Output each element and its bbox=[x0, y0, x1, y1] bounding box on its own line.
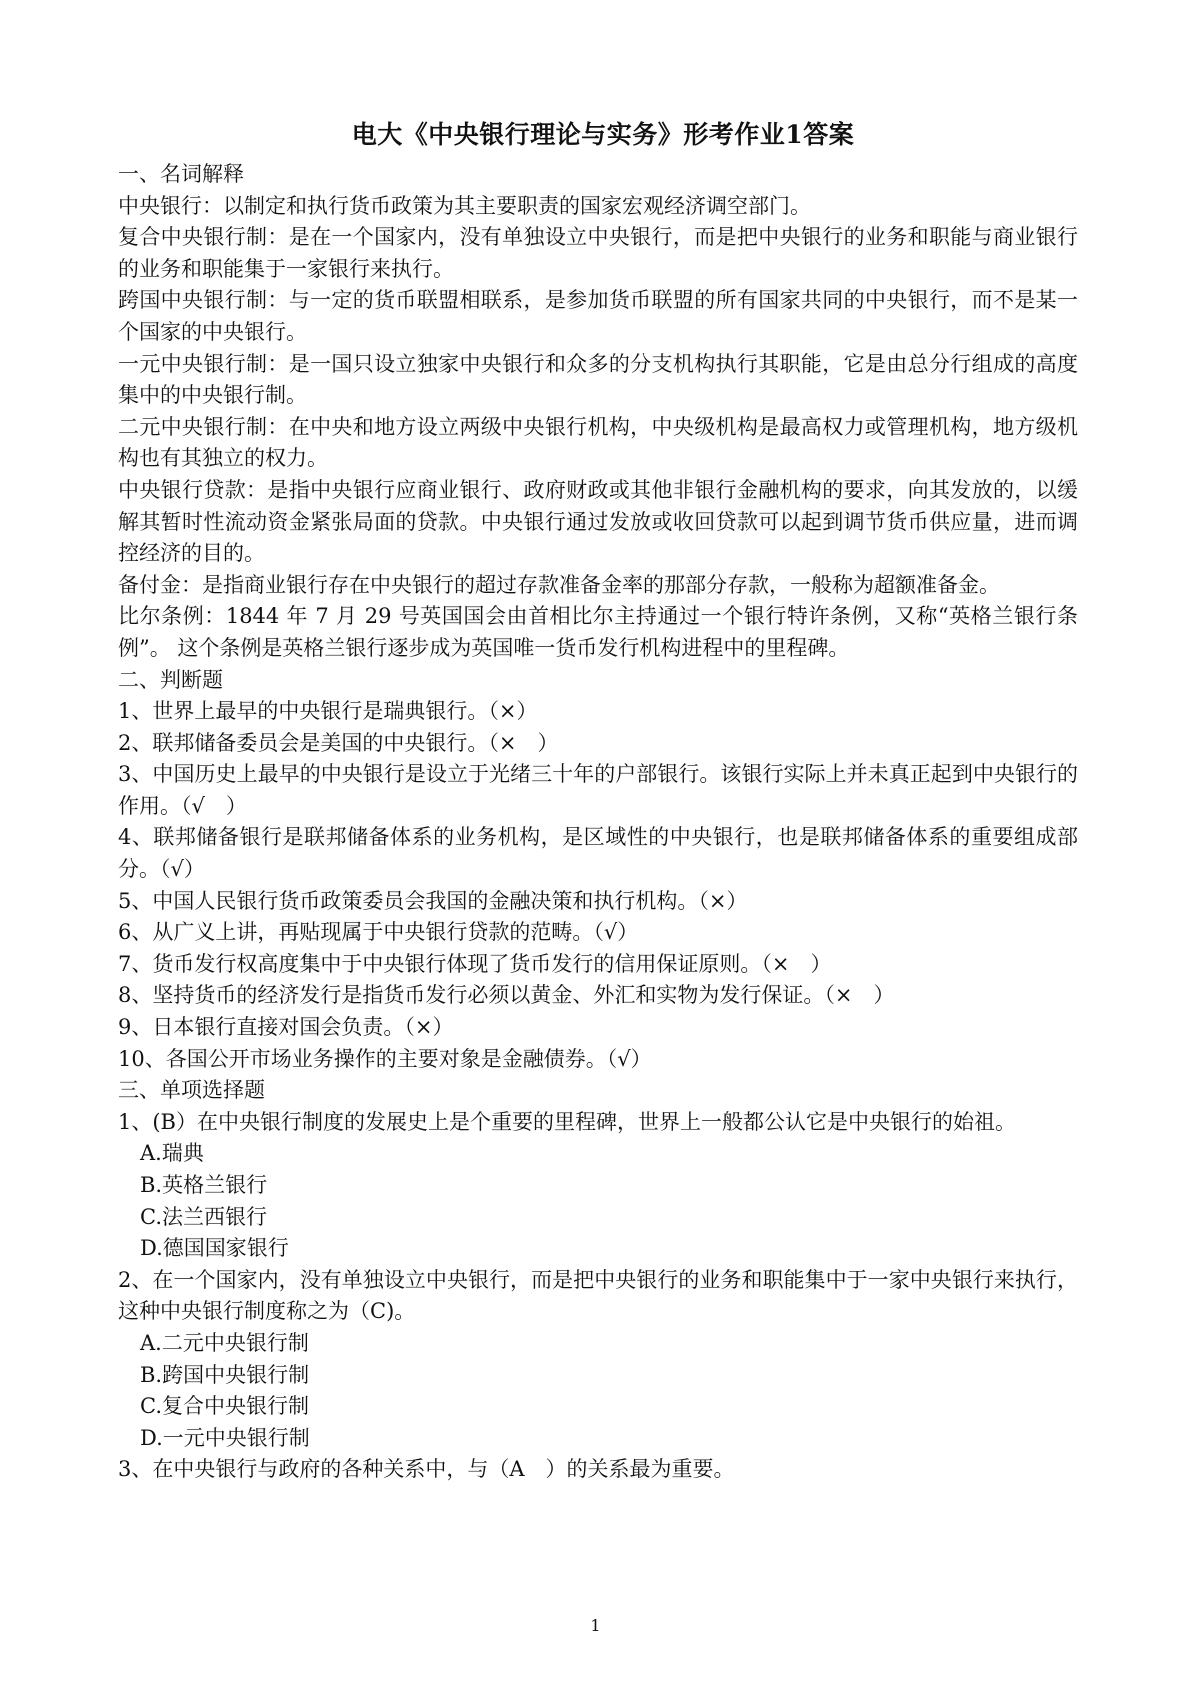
paragraph: 5、中国人民银行货币政策委员会我国的金融决策和执行机构。（×） bbox=[118, 888, 748, 913]
paragraph: 跨国中央银行制：与一定的货币联盟相联系，是参加货币联盟的所有国家共同的中央银行，而不是某一个国家的中央银行。 bbox=[118, 288, 1078, 344]
section-heading: 二、判断题 bbox=[118, 667, 223, 692]
answer-option: A.二元中央银行制 bbox=[140, 1330, 309, 1355]
page-number: 1 bbox=[590, 1616, 601, 1635]
paragraph: 比尔条例：1844 年 7 月 29 号英国国会由首相比尔主持通过一个银行特许条例，又称“英格兰银行条例”。 这个条例是英格兰银行逐步成为英国唯一货币发行机构进程中的里程碑。 bbox=[118, 604, 1078, 660]
paragraph: 4、联邦储备银行是联邦储备体系的业务机构，是区域性的中央银行，也是联邦储备体系的重要组成部分。（√） bbox=[118, 825, 1078, 882]
paragraph: 6、从广义上讲，再贴现属于中央银行贷款的范畴。（√） bbox=[118, 920, 639, 945]
answer-option: A.瑞典 bbox=[140, 1141, 204, 1166]
paragraph: 一元中央银行制：是一国只设立独家中央银行和众多的分支机构执行其职能，它是由总分行组成的高度集中的中央银行制。 bbox=[118, 351, 1078, 408]
paragraph: 中央银行贷款：是指中央银行应商业银行、政府财政或其他非银行金融机构的要求，向其发放的，以缓解其暂时性流动资金紧张局面的贷款。中央银行通过发放或收回贷款可以起到调节货币供应量，进而调控经济的目的。 bbox=[118, 477, 1078, 566]
paragraph: 2、联邦储备委员会是美国的中央银行。（× ） bbox=[118, 730, 559, 755]
paragraph: 7、货币发行权高度集中于中央银行体现了货币发行的信用保证原则。（× ） bbox=[118, 951, 832, 976]
paragraph: 8、坚持货币的经济发行是指货币发行必须以黄金、外汇和实物为发行保证。（× ） bbox=[118, 983, 895, 1008]
paragraph: 备付金：是指商业银行存在中央银行的超过存款准备金率的那部分存款，一般称为超额准备金。 bbox=[118, 572, 1000, 597]
answer-option: B.跨国中央银行制 bbox=[140, 1362, 310, 1387]
document-body bbox=[118, 159, 1078, 1486]
answer-option: D.德国国家银行 bbox=[140, 1236, 289, 1261]
section-heading: 一、名词解释 bbox=[118, 162, 244, 186]
paragraph: 10、各国公开市场业务操作的主要对象是金融债券。（√） bbox=[118, 1046, 652, 1071]
paragraph: 2、在一个国家内，没有单独设立中央银行，而是把中央银行的业务和职能集中于一家中央银行来执行，这种中央银行制度称之为（C)。 bbox=[118, 1267, 1078, 1324]
answer-option: B.英格兰银行 bbox=[140, 1173, 268, 1197]
answer-option: C.法兰西银行 bbox=[140, 1204, 267, 1229]
answer-option: D.一元中央银行制 bbox=[140, 1425, 310, 1450]
paragraph: 复合中央银行制：是在一个国家内，没有单独设立中央银行，而是把中央银行的业务和职能与商业银行的业务和职能集于一家银行来执行。 bbox=[118, 225, 1078, 281]
answer-option: C.复合中央银行制 bbox=[140, 1394, 309, 1419]
section-heading: 三、单项选择题 bbox=[118, 1078, 265, 1103]
paragraph: 3、在中央银行与政府的各种关系中，与（A ）的关系最为重要。 bbox=[118, 1457, 735, 1482]
document-title: 电大《中央银行理论与实务》形考作业1答案 bbox=[351, 120, 855, 149]
paragraph: 1、世界上最早的中央银行是瑞典银行。（×） bbox=[118, 699, 538, 724]
paragraph: 中央银行：以制定和执行货币政策为其主要职责的国家宏观经济调空部门。 bbox=[118, 193, 811, 218]
paragraph: 1、(B）在中央银行制度的发展史上是个重要的里程碑，世界上一般都公认它是中央银行的始祖。 bbox=[118, 1109, 1016, 1134]
paragraph: 9、日本银行直接对国会负责。（×） bbox=[118, 1015, 454, 1040]
document-page bbox=[118, 118, 1078, 1486]
paragraph: 3、中国历史上最早的中央银行是设立于光绪三十年的户部银行。该银行实际上并未真正起到中央银行的作用。（√ ） bbox=[118, 762, 1078, 818]
paragraph: 二元中央银行制：在中央和地方设立两级中央银行机构，中央级机构是最高权力或管理机构，地方级机构也有其独立的权力。 bbox=[118, 414, 1078, 471]
